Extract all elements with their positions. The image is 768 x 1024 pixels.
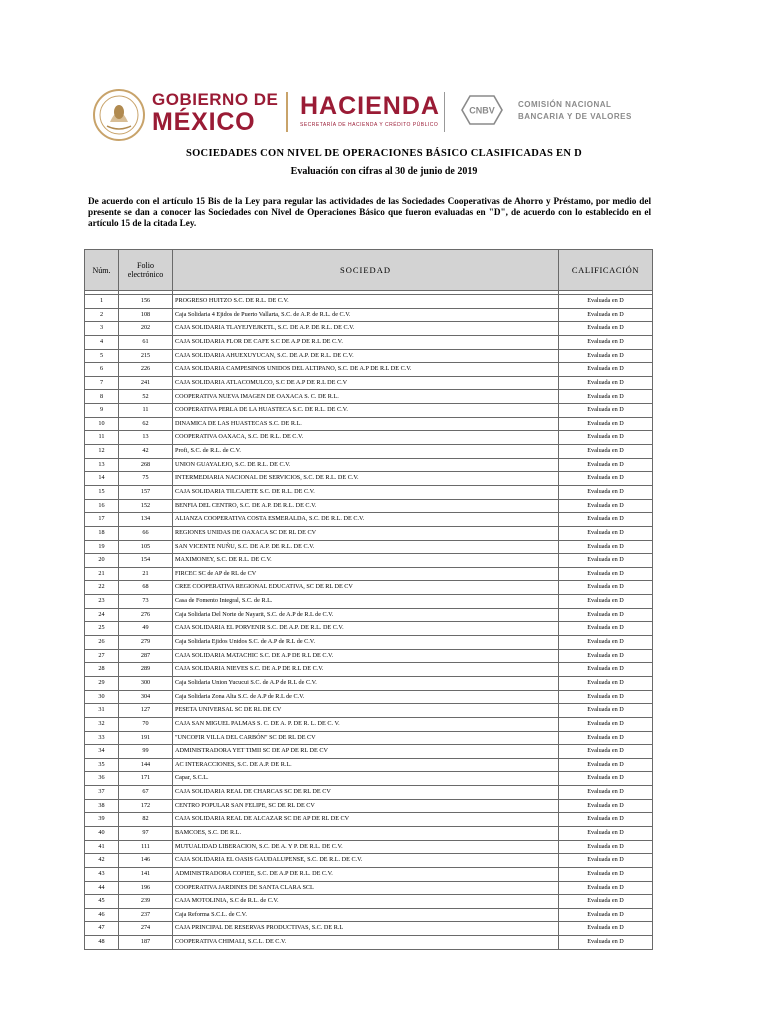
table-row bbox=[85, 417, 653, 431]
table-row bbox=[85, 445, 653, 459]
cell-num: 14 bbox=[85, 472, 119, 486]
cell-calificacion: Evaluada en D bbox=[559, 908, 653, 922]
table-row bbox=[85, 363, 653, 377]
cell-folio: 172 bbox=[119, 799, 173, 813]
cell-calificacion: Evaluada en D bbox=[559, 295, 653, 309]
table-row bbox=[85, 595, 653, 609]
table-row bbox=[85, 472, 653, 486]
cell-sociedad: BENFIA DEL CENTRO, S.C. DE A.P. DE R.L. DE C.V. bbox=[173, 499, 559, 513]
cell-calificacion: Evaluada en D bbox=[559, 581, 653, 595]
cell-sociedad: CAJA MOTOLINIA, S.C de R.L. de C.V. bbox=[173, 895, 559, 909]
cell-folio: 73 bbox=[119, 595, 173, 609]
table-row bbox=[85, 663, 653, 677]
cell-calificacion: Evaluada en D bbox=[559, 349, 653, 363]
cell-folio: 105 bbox=[119, 540, 173, 554]
cell-sociedad: FIRCEC SC de AP de RL de CV bbox=[173, 567, 559, 581]
cell-sociedad: CAJA SOLIDARIA NIEVES S.C. DE A.P DE R.L DE C.V. bbox=[173, 663, 559, 677]
cell-folio: 157 bbox=[119, 485, 173, 499]
cell-calificacion: Evaluada en D bbox=[559, 513, 653, 527]
hacienda-subtitle: SECRETARÍA DE HACIENDA Y CRÉDITO PÚBLICO bbox=[300, 122, 439, 128]
cell-calificacion: Evaluada en D bbox=[559, 390, 653, 404]
header-num: Núm. bbox=[85, 250, 119, 291]
cell-calificacion: Evaluada en D bbox=[559, 308, 653, 322]
cell-num: 3 bbox=[85, 322, 119, 336]
hacienda-title: HACIENDA bbox=[300, 92, 440, 120]
cell-calificacion: Evaluada en D bbox=[559, 595, 653, 609]
cell-sociedad: CAJA SOLIDARIA CAMPESINOS UNIDOS DEL ALTIPANO, S.C. DE A.P DE R.L DE C.V. bbox=[173, 363, 559, 377]
cell-num: 35 bbox=[85, 758, 119, 772]
cell-folio: 279 bbox=[119, 636, 173, 650]
cell-folio: 289 bbox=[119, 663, 173, 677]
cell-sociedad: CAJA SOLIDARIA REAL DE ALCAZAR SC DE AP DE RL DE CV bbox=[173, 813, 559, 827]
table-row bbox=[85, 936, 653, 950]
cell-folio: 196 bbox=[119, 881, 173, 895]
cell-folio: 70 bbox=[119, 717, 173, 731]
cell-folio: 134 bbox=[119, 513, 173, 527]
cell-num: 36 bbox=[85, 772, 119, 786]
cell-num: 39 bbox=[85, 813, 119, 827]
cell-sociedad: COOPERATIVA OAXACA, S.C. DE R.L. DE C.V. bbox=[173, 431, 559, 445]
document-subtitle: Evaluación con cifras al 30 de junio de 2019 bbox=[290, 166, 478, 177]
header-folio bbox=[119, 250, 173, 291]
table-row bbox=[85, 349, 653, 363]
gobierno-line1: GOBIERNO DE bbox=[152, 90, 279, 109]
cell-sociedad: COOPERATIVA PERLA DE LA HUASTECA S.C. DE R.L. DE C.V. bbox=[173, 404, 559, 418]
cell-calificacion: Evaluada en D bbox=[559, 376, 653, 390]
cell-folio: 237 bbox=[119, 908, 173, 922]
cell-num: 1 bbox=[85, 295, 119, 309]
table-row bbox=[85, 554, 653, 568]
cell-calificacion: Evaluada en D bbox=[559, 322, 653, 336]
cell-calificacion: Evaluada en D bbox=[559, 526, 653, 540]
cell-num: 41 bbox=[85, 840, 119, 854]
table-row bbox=[85, 308, 653, 322]
cell-folio: 68 bbox=[119, 581, 173, 595]
cell-calificacion: Evaluada en D bbox=[559, 663, 653, 677]
cell-sociedad: Casa de Fomento Integral, S.C. de R.L. bbox=[173, 595, 559, 609]
cell-sociedad: PROGRESO HUITZO S.C. DE R.L. DE C.V. bbox=[173, 295, 559, 309]
cell-sociedad: ALIANZA COOPERATIVA COSTA ESMERALDA, S.C. DE R.L. DE C.V. bbox=[173, 513, 559, 527]
table-row bbox=[85, 581, 653, 595]
cell-sociedad: CENTRO POPULAR SAN FELIPE, SC DE RL DE CV bbox=[173, 799, 559, 813]
cell-folio: 99 bbox=[119, 745, 173, 759]
table-row bbox=[85, 404, 653, 418]
cell-calificacion: Evaluada en D bbox=[559, 458, 653, 472]
cell-sociedad: Profi, S.C. de R.L. de C.V. bbox=[173, 445, 559, 459]
cell-num: 33 bbox=[85, 731, 119, 745]
table-row bbox=[85, 335, 653, 349]
cell-calificacion: Evaluada en D bbox=[559, 417, 653, 431]
cnbv-name-line2: BANCARIA Y DE VALORES bbox=[518, 112, 632, 121]
cell-folio: 154 bbox=[119, 554, 173, 568]
cell-calificacion: Evaluada en D bbox=[559, 567, 653, 581]
cell-calificacion: Evaluada en D bbox=[559, 485, 653, 499]
cell-sociedad: CAJA SOLIDARIA EL OASIS GAUDALUPENSE, S.C. DE R.L. DE C.V. bbox=[173, 854, 559, 868]
cell-sociedad: CAJA SOLIDARIA AHUEXUYUCAN, S.C. DE A.P. DE R.L. DE C.V. bbox=[173, 349, 559, 363]
cell-sociedad: REGIONES UNIDAS DE OAXACA SC DE RL DE CV bbox=[173, 526, 559, 540]
cell-calificacion: Evaluada en D bbox=[559, 758, 653, 772]
cell-folio: 191 bbox=[119, 731, 173, 745]
cell-sociedad: CAJA SOLIDARIA TLAYEJYEJKETL, S.C. DE A.P. DE R.L. DE C.V. bbox=[173, 322, 559, 336]
cell-folio: 146 bbox=[119, 854, 173, 868]
cell-num: 11 bbox=[85, 431, 119, 445]
table-row bbox=[85, 540, 653, 554]
table-row bbox=[85, 390, 653, 404]
cell-folio: 304 bbox=[119, 690, 173, 704]
cell-sociedad: CAJA SOLIDARIA TILCAJETE S.C. DE R.L. DE C.V. bbox=[173, 485, 559, 499]
cell-num: 45 bbox=[85, 895, 119, 909]
cell-calificacion: Evaluada en D bbox=[559, 554, 653, 568]
cell-calificacion: Evaluada en D bbox=[559, 335, 653, 349]
table-row bbox=[85, 690, 653, 704]
cnbv-logo-icon bbox=[456, 92, 508, 128]
cell-folio: 62 bbox=[119, 417, 173, 431]
cell-calificacion: Evaluada en D bbox=[559, 499, 653, 513]
cell-folio: 66 bbox=[119, 526, 173, 540]
cell-num: 12 bbox=[85, 445, 119, 459]
cell-num: 38 bbox=[85, 799, 119, 813]
table-body bbox=[85, 291, 653, 950]
table-row bbox=[85, 376, 653, 390]
cell-num: 8 bbox=[85, 390, 119, 404]
cell-num: 6 bbox=[85, 363, 119, 377]
cell-num: 28 bbox=[85, 663, 119, 677]
cell-sociedad: ADMINISTRADORA YET TIMII SC DE AP DE RL DE CV bbox=[173, 745, 559, 759]
cell-calificacion: Evaluada en D bbox=[559, 840, 653, 854]
cell-calificacion: Evaluada en D bbox=[559, 472, 653, 486]
header-calificacion: CALIFICACIÓN bbox=[559, 250, 653, 291]
table-row bbox=[85, 499, 653, 513]
cell-folio: 241 bbox=[119, 376, 173, 390]
cell-num: 9 bbox=[85, 404, 119, 418]
cell-sociedad: CREE COOPERATIVA REGIONAL EDUCATIVA, SC DE RL DE CV bbox=[173, 581, 559, 595]
cell-sociedad: "UNCOFIR VILLA DEL CARBÓN" SC DE RL DE CV bbox=[173, 731, 559, 745]
cell-sociedad: CAJA SOLIDARIA FLOR DE CAFE S.C DE A.P DE R.L DE C.V. bbox=[173, 335, 559, 349]
mexico-coat-of-arms-seal-icon bbox=[92, 88, 146, 142]
cell-calificacion: Evaluada en D bbox=[559, 731, 653, 745]
cell-calificacion: Evaluada en D bbox=[559, 813, 653, 827]
cell-sociedad: CAJA SOLIDARIA ATLACOMULCO, S.C DE A.P DE R.L DE C.V bbox=[173, 376, 559, 390]
cell-num: 25 bbox=[85, 622, 119, 636]
cell-folio: 268 bbox=[119, 458, 173, 472]
cell-calificacion: Evaluada en D bbox=[559, 895, 653, 909]
header-folio-line2: electrónico bbox=[127, 270, 164, 279]
table-row bbox=[85, 745, 653, 759]
cell-calificacion: Evaluada en D bbox=[559, 799, 653, 813]
cell-folio: 111 bbox=[119, 840, 173, 854]
cell-sociedad: Caja Solidaria Union Yucucui S.C. de A.P de R.L de C.V. bbox=[173, 676, 559, 690]
table-row bbox=[85, 322, 653, 336]
cell-sociedad: BAMCOES, S.C. DE R.L. bbox=[173, 826, 559, 840]
table-row bbox=[85, 813, 653, 827]
cell-sociedad: CAJA SOLIDARIA EL PORVENIR S.C. DE A.P. DE R.L. DE C.V. bbox=[173, 622, 559, 636]
cell-folio: 42 bbox=[119, 445, 173, 459]
table-row bbox=[85, 895, 653, 909]
table-row bbox=[85, 840, 653, 854]
cell-num: 23 bbox=[85, 595, 119, 609]
cell-num: 17 bbox=[85, 513, 119, 527]
cell-sociedad: MAXIMONEY, S.C. DE R.L. DE C.V. bbox=[173, 554, 559, 568]
table-row bbox=[85, 608, 653, 622]
cell-calificacion: Evaluada en D bbox=[559, 854, 653, 868]
cell-num: 16 bbox=[85, 499, 119, 513]
cell-calificacion: Evaluada en D bbox=[559, 704, 653, 718]
cell-folio: 226 bbox=[119, 363, 173, 377]
cell-folio: 239 bbox=[119, 895, 173, 909]
cell-calificacion: Evaluada en D bbox=[559, 881, 653, 895]
table-row bbox=[85, 717, 653, 731]
cell-num: 47 bbox=[85, 922, 119, 936]
cell-calificacion: Evaluada en D bbox=[559, 649, 653, 663]
cell-calificacion: Evaluada en D bbox=[559, 690, 653, 704]
cell-num: 13 bbox=[85, 458, 119, 472]
cell-num: 37 bbox=[85, 786, 119, 800]
cell-num: 27 bbox=[85, 649, 119, 663]
cell-sociedad: Caja Solidaria Zona Alta S.C. de A.P de R.L de C.V. bbox=[173, 690, 559, 704]
cell-folio: 141 bbox=[119, 867, 173, 881]
cell-sociedad: COOPERATIVA JARDINES DE SANTA CLARA SCL bbox=[173, 881, 559, 895]
cell-sociedad: Caja Solidaria Ejidos Unidos S.C. de A.P de R.L de C.V. bbox=[173, 636, 559, 650]
table-row bbox=[85, 485, 653, 499]
cell-sociedad: ADMINISTRADORA COFIEE, S.C. DE A.P DE R.L. DE C.V. bbox=[173, 867, 559, 881]
cell-folio: 49 bbox=[119, 622, 173, 636]
cell-num: 21 bbox=[85, 567, 119, 581]
table-row bbox=[85, 676, 653, 690]
cell-calificacion: Evaluada en D bbox=[559, 445, 653, 459]
cell-folio: 21 bbox=[119, 567, 173, 581]
cell-num: 29 bbox=[85, 676, 119, 690]
table-row bbox=[85, 526, 653, 540]
cell-calificacion: Evaluada en D bbox=[559, 772, 653, 786]
table-row bbox=[85, 704, 653, 718]
cnbv-logo-text: CNBV bbox=[469, 105, 495, 116]
cell-num: 30 bbox=[85, 690, 119, 704]
cell-num: 19 bbox=[85, 540, 119, 554]
cell-sociedad: SAN VICENTE NUÑU, S.C. DE A.P. DE R.L. DE C.V. bbox=[173, 540, 559, 554]
cell-num: 31 bbox=[85, 704, 119, 718]
cell-calificacion: Evaluada en D bbox=[559, 404, 653, 418]
cell-num: 24 bbox=[85, 608, 119, 622]
cell-num: 44 bbox=[85, 881, 119, 895]
cell-sociedad: CAJA PRINCIPAL DE RESERVAS PRODUCTIVAS, S.C. DE R.L bbox=[173, 922, 559, 936]
table-row bbox=[85, 854, 653, 868]
cell-sociedad: MUTUALIDAD LIBERACION, S.C. DE A. Y P. DE R.L. DE C.V. bbox=[173, 840, 559, 854]
cell-num: 48 bbox=[85, 936, 119, 950]
cell-calificacion: Evaluada en D bbox=[559, 622, 653, 636]
cell-folio: 171 bbox=[119, 772, 173, 786]
table-row bbox=[85, 458, 653, 472]
document-title: SOCIEDADES CON NIVEL DE OPERACIONES BÁSICO CLASIFICADAS EN D bbox=[185, 148, 583, 159]
table-row bbox=[85, 622, 653, 636]
header-divider bbox=[286, 92, 288, 132]
cell-num: 5 bbox=[85, 349, 119, 363]
cell-calificacion: Evaluada en D bbox=[559, 636, 653, 650]
cell-sociedad: COOPERATIVA NUEVA IMAGEN DE OAXACA S. C. DE R.L. bbox=[173, 390, 559, 404]
cell-folio: 215 bbox=[119, 349, 173, 363]
table-row bbox=[85, 295, 653, 309]
table-row bbox=[85, 908, 653, 922]
cell-calificacion: Evaluada en D bbox=[559, 717, 653, 731]
header-folio-line1: Folio bbox=[137, 261, 154, 270]
cell-calificacion: Evaluada en D bbox=[559, 867, 653, 881]
cell-sociedad: AC INTERACCIONES, S.C. DE A.P. DE R.L. bbox=[173, 758, 559, 772]
cell-num: 7 bbox=[85, 376, 119, 390]
cell-sociedad: INTERMEDIARIA NACIONAL DE SERVICIOS, S.C. DE R.L. DE C.V. bbox=[173, 472, 559, 486]
cell-num: 42 bbox=[85, 854, 119, 868]
cell-folio: 202 bbox=[119, 322, 173, 336]
cell-num: 15 bbox=[85, 485, 119, 499]
intro-paragraph: De acuerdo con el artículo 15 Bis de la Ley para regular las actividades de las Sociedades Cooperativas de Ahorro y Préstamo, por medio del presente se dan a conocer las Sociedades con Nivel de Operaciones Básico que fueron evaluadas en "D", de acuerdo con lo establecido en el artículo 15 de la citada Ley. bbox=[88, 196, 651, 228]
cell-sociedad: CAJA SAN MIGUEL PALMAS S. C. DE A. P. DE R. L. DE C. V. bbox=[173, 717, 559, 731]
cell-sociedad: Caja Solidaria Del Norte de Nayarit, S.C. de A.P de R.L de C.V. bbox=[173, 608, 559, 622]
table-row bbox=[85, 826, 653, 840]
cell-calificacion: Evaluada en D bbox=[559, 745, 653, 759]
cell-folio: 187 bbox=[119, 936, 173, 950]
cell-folio: 82 bbox=[119, 813, 173, 827]
cell-folio: 300 bbox=[119, 676, 173, 690]
cell-calificacion: Evaluada en D bbox=[559, 608, 653, 622]
table-row bbox=[85, 513, 653, 527]
cell-num: 20 bbox=[85, 554, 119, 568]
cell-num: 46 bbox=[85, 908, 119, 922]
header-sociedad: SOCIEDAD bbox=[173, 250, 559, 291]
cell-num: 26 bbox=[85, 636, 119, 650]
table-row bbox=[85, 758, 653, 772]
table-row bbox=[85, 731, 653, 745]
cell-folio: 127 bbox=[119, 704, 173, 718]
cell-calificacion: Evaluada en D bbox=[559, 676, 653, 690]
cell-sociedad: Caja Solidaria 4 Ejidos de Puerto Vallarta, S.C. de A.P. de R.L. de C.V. bbox=[173, 308, 559, 322]
cell-folio: 11 bbox=[119, 404, 173, 418]
cell-sociedad: Caja Reforma S.C.L. de C.V. bbox=[173, 908, 559, 922]
cell-sociedad: CAJA SOLIDARIA MATACHIC S.C. DE A.P DE R.L DE C.V. bbox=[173, 649, 559, 663]
cell-sociedad: CAJA SOLIDARIA REAL DE CHARCAS SC DE RL DE CV bbox=[173, 786, 559, 800]
cell-calificacion: Evaluada en D bbox=[559, 363, 653, 377]
cell-num: 34 bbox=[85, 745, 119, 759]
cell-sociedad: DINAMICA DE LAS HUASTECAS S.C. DE R.L. bbox=[173, 417, 559, 431]
cell-calificacion: Evaluada en D bbox=[559, 936, 653, 950]
table-row bbox=[85, 431, 653, 445]
cell-folio: 67 bbox=[119, 786, 173, 800]
cell-folio: 152 bbox=[119, 499, 173, 513]
cell-num: 2 bbox=[85, 308, 119, 322]
cell-calificacion: Evaluada en D bbox=[559, 540, 653, 554]
cell-folio: 287 bbox=[119, 649, 173, 663]
cell-folio: 75 bbox=[119, 472, 173, 486]
cell-num: 32 bbox=[85, 717, 119, 731]
table-row bbox=[85, 772, 653, 786]
cell-sociedad: COOPERATIVA CHIMALI, S.C.L. DE C.V. bbox=[173, 936, 559, 950]
cell-folio: 156 bbox=[119, 295, 173, 309]
cell-calificacion: Evaluada en D bbox=[559, 786, 653, 800]
cell-num: 18 bbox=[85, 526, 119, 540]
cnbv-name-line1: COMISIÓN NACIONAL bbox=[518, 100, 612, 109]
table-row bbox=[85, 786, 653, 800]
cell-sociedad: Capar, S.C.L. bbox=[173, 772, 559, 786]
table-row bbox=[85, 922, 653, 936]
cell-calificacion: Evaluada en D bbox=[559, 922, 653, 936]
cell-folio: 274 bbox=[119, 922, 173, 936]
header-divider bbox=[444, 92, 445, 132]
table-row bbox=[85, 881, 653, 895]
cell-folio: 13 bbox=[119, 431, 173, 445]
table-header-row bbox=[85, 250, 653, 291]
gobierno-line2: MÉXICO bbox=[152, 108, 256, 136]
table-row bbox=[85, 636, 653, 650]
table-row bbox=[85, 867, 653, 881]
cell-num: 43 bbox=[85, 867, 119, 881]
cell-num: 22 bbox=[85, 581, 119, 595]
table-row bbox=[85, 799, 653, 813]
table-row bbox=[85, 567, 653, 581]
cell-num: 4 bbox=[85, 335, 119, 349]
cell-num: 10 bbox=[85, 417, 119, 431]
cell-num: 40 bbox=[85, 826, 119, 840]
cell-folio: 52 bbox=[119, 390, 173, 404]
cell-sociedad: PESETA UNIVERSAL SC DE RL DE CV bbox=[173, 704, 559, 718]
cell-folio: 276 bbox=[119, 608, 173, 622]
cell-folio: 144 bbox=[119, 758, 173, 772]
cell-sociedad: UNION GUAYALEJO, S.C. DE R.L. DE C.V. bbox=[173, 458, 559, 472]
cell-calificacion: Evaluada en D bbox=[559, 431, 653, 445]
sociedades-table bbox=[84, 249, 653, 950]
cell-folio: 97 bbox=[119, 826, 173, 840]
table-row bbox=[85, 649, 653, 663]
cell-folio: 108 bbox=[119, 308, 173, 322]
cell-folio: 61 bbox=[119, 335, 173, 349]
cell-calificacion: Evaluada en D bbox=[559, 826, 653, 840]
